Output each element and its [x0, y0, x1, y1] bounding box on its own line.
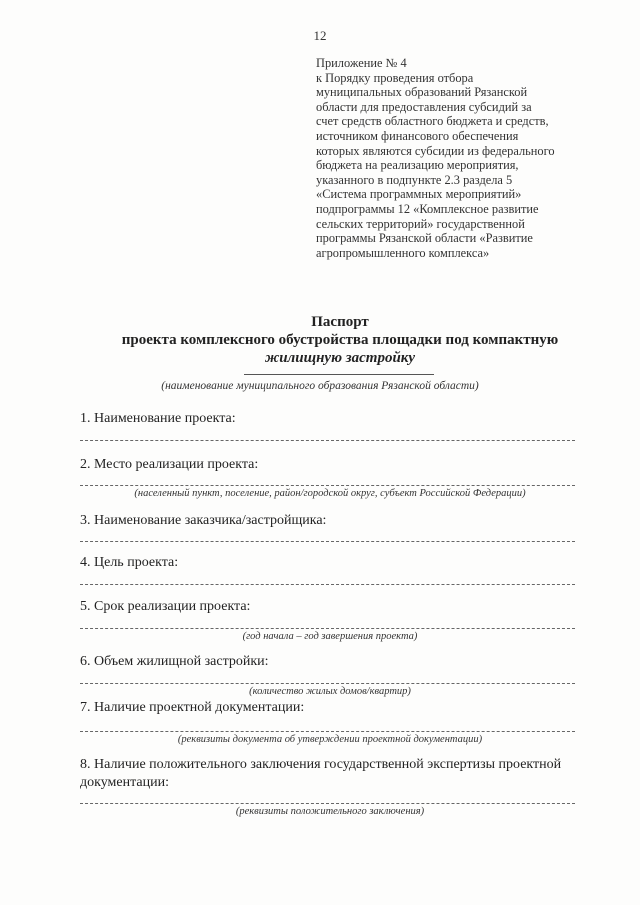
field-label: 6. Объем жилищной застройки: — [80, 654, 269, 669]
field-blank-line — [80, 440, 575, 441]
appendix-line: подпрограммы 12 «Комплексное развитие — [316, 201, 539, 216]
document-title — [60, 313, 620, 367]
field-project-location — [80, 456, 580, 474]
appendix-line: бюджета на реализацию мероприятия, — [316, 158, 519, 173]
appendix-line: области для предоставления субсидий за — [316, 99, 532, 114]
appendix-line: сельских территорий» государственной — [316, 216, 525, 231]
field-label: 8. Наличие положительного заключения государственной экспертизы проектной — [80, 757, 562, 772]
field-caption: (реквизиты положительного заключения) — [235, 806, 425, 817]
field-label: 1. Наименование проекта: — [80, 411, 236, 426]
field-blank-line — [80, 628, 575, 629]
field-project-goal — [80, 554, 580, 572]
appendix-line: Приложение № 4 — [316, 56, 407, 70]
field-project-term — [80, 598, 580, 616]
field-blank-line — [80, 803, 575, 804]
appendix-line: счет средств областного бюджета и средств, — [316, 114, 549, 129]
field-caption: (населенный пункт, поселение, район/городской округ, субъект Российской Федерации) — [134, 488, 526, 499]
appendix-line: программы Рязанской области «Развитие — [316, 231, 533, 246]
municipality-blank-line — [244, 374, 434, 375]
appendix-line: агропромышленного комплекса» — [316, 245, 490, 260]
title-line-housing: жилищную застройку — [264, 350, 416, 366]
field-caption: (количество жилых домов/квартир) — [249, 686, 411, 697]
municipality-caption: (наименование муниципального образования Рязанской области) — [161, 380, 479, 392]
field-blank-line — [80, 541, 575, 542]
appendix-line: «Система программных мероприятий» — [316, 187, 522, 202]
appendix-line: муниципальных образований Рязанской — [316, 85, 528, 100]
field-blank-line — [80, 584, 575, 585]
title-line-project: проекта комплексного обустройства площадки под компактную — [121, 332, 559, 348]
appendix-line: источником финансового обеспечения — [316, 128, 519, 143]
field-housing-volume — [80, 653, 580, 671]
field-label: документации: — [80, 775, 169, 790]
appendix-line: указанного в подпункте 2.3 раздела 5 — [316, 172, 513, 187]
field-blank-line — [80, 683, 575, 684]
field-label: 2. Место реализации проекта: — [80, 457, 259, 472]
field-project-documentation — [80, 699, 580, 717]
page-number: 12 — [313, 28, 327, 43]
field-blank-line — [80, 731, 575, 732]
field-label: 5. Срок реализации проекта: — [80, 599, 251, 614]
field-label: 4. Цель проекта: — [80, 555, 179, 570]
field-label: 3. Наименование заказчика/застройщика: — [80, 513, 327, 528]
field-expertise-conclusion — [80, 756, 580, 792]
field-project-name — [80, 410, 580, 428]
appendix-line: к Порядку проведения отбора — [316, 70, 474, 85]
field-blank-line — [80, 485, 575, 486]
field-caption: (год начала – год завершения проекта) — [242, 631, 418, 642]
appendix-note — [316, 56, 596, 260]
field-customer-name — [80, 512, 580, 530]
field-label: 7. Наличие проектной документации: — [80, 700, 305, 715]
title-line-passport: Паспорт — [311, 314, 369, 330]
appendix-line: которых являются субсидии из федерального — [316, 143, 555, 158]
field-caption: (реквизиты документа об утверждении проектной документации) — [177, 734, 483, 745]
